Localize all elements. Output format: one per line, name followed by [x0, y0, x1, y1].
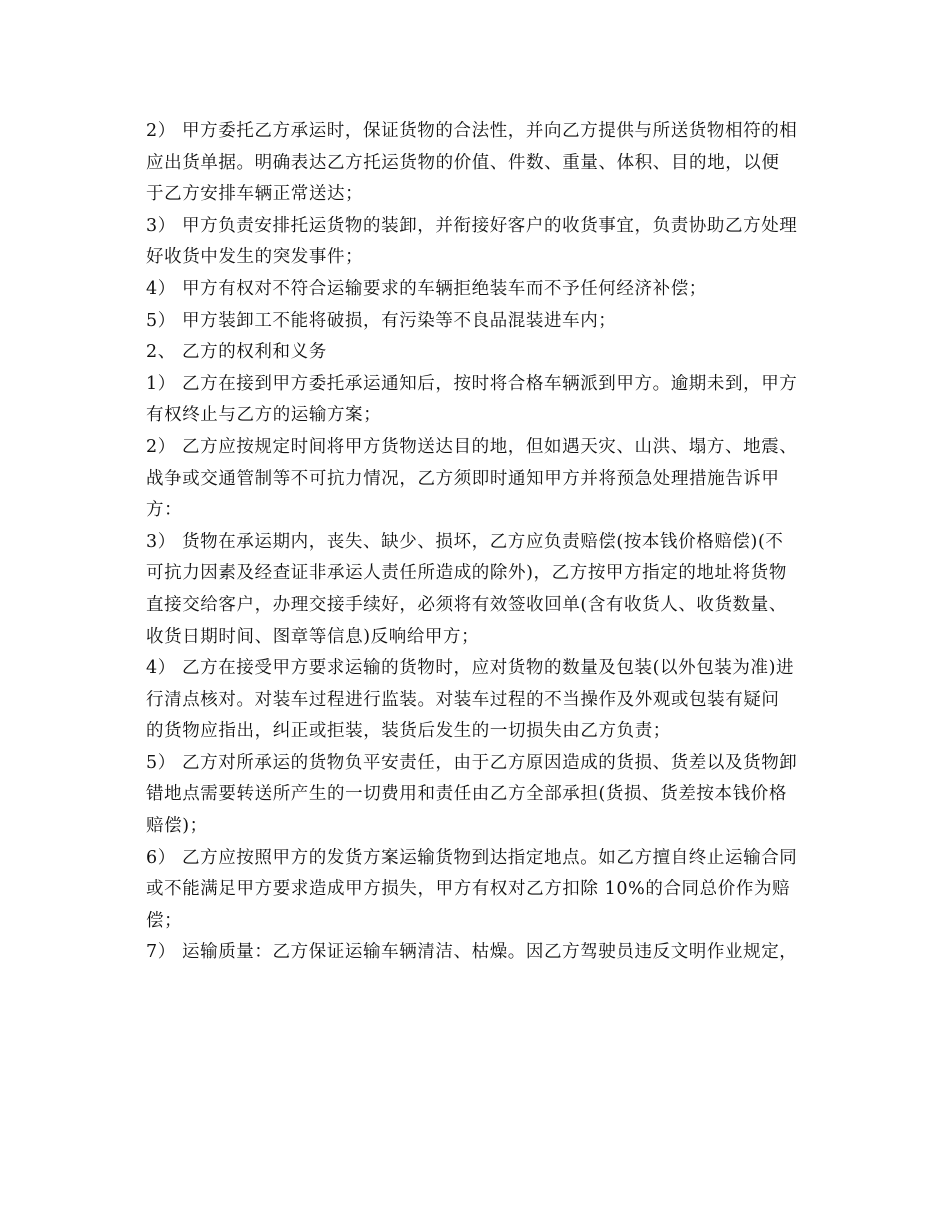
section-heading-yi-rights — [146, 337, 814, 369]
text-line: 方： — [146, 500, 183, 521]
text-line: 2） 甲方委托乙方承运时，保证货物的合法性，并向乙方提供与所送货物相符的相 — [146, 121, 798, 141]
clause-yi-3 — [146, 527, 814, 653]
text-line: 或不能满足甲方要求造成甲方损失，甲方有权对乙方扣除 10%的合同总价作为赔 — [146, 879, 791, 900]
text-line: 直接交给客户，办理交接手续好，必须将有效签收回单(含有收货人、收货数量、 — [146, 594, 787, 615]
clause-yi-4 — [146, 653, 814, 748]
text-line: 7） 运输质量：乙方保证运输车辆清洁、枯燥。因乙方驾驶员违反文明作业规定， — [146, 942, 798, 963]
section-heading: 2、 乙方的权利和义务 — [146, 342, 327, 363]
text-line: 3） 货物在承运期内，丧失、缺少、损坏，乙方应负责赔偿(按本钱价格赔偿)(不 — [146, 531, 784, 552]
text-line: 偿； — [146, 910, 183, 931]
clause-yi-6 — [146, 843, 814, 938]
text-line: 战争或交通管制等不可抗力情况，乙方须即时通知甲方并将预急处理措施告诉甲 — [146, 468, 780, 489]
text-line: 行清点核对。对装车过程进行监装。对装车过程的不当操作及外观或包装有疑问 — [146, 689, 780, 710]
clause-jia-2 — [146, 116, 814, 211]
text-line: 5） 乙方对所承运的货物负平安责任，由于乙方原因造成的货损、货差以及货物卸 — [146, 752, 798, 773]
text-line: 赔偿)； — [146, 816, 208, 837]
text-line: 收货日期时间、图章等信息)反响给甲方； — [146, 626, 480, 647]
text-line: 好收货中发生的突发事件； — [146, 247, 364, 268]
text-line: 3） 甲方负责安排托运货物的装卸，并衔接好客户的收货事宜，负责协助乙方处理 — [146, 215, 798, 236]
clause-yi-1 — [146, 369, 814, 432]
text-line: 4） 甲方有权对不符合运输要求的车辆拒绝装车而不予任何经济补偿； — [146, 278, 707, 299]
text-line: 1） 乙方在接到甲方委托承运通知后，按时将合格车辆派到甲方。逾期未到，甲方 — [146, 373, 798, 394]
text-line: 4） 乙方在接受甲方要求运输的货物时，应对货物的数量及包装(以外包装为准)进 — [146, 658, 795, 679]
text-line: 的货物应指出，纠正或拒装，装货后发生的一切损失由乙方负责； — [146, 721, 671, 742]
text-line: 错地点需要转送所产生的一切费用和责任由乙方全部承担(货损、货差按本钱价格 — [146, 784, 787, 805]
clause-jia-3 — [146, 211, 814, 274]
text-line: 应出货单据。明确表达乙方托运货物的价值、件数、重量、体积、目的地，以便 — [146, 152, 780, 173]
clause-yi-7 — [146, 937, 814, 969]
document-page — [146, 116, 814, 969]
clause-jia-4 — [146, 274, 814, 306]
text-line: 于乙方安排车辆正常送达； — [146, 184, 364, 205]
clause-yi-5 — [146, 748, 814, 843]
text-line: 2） 乙方应按规定时间将甲方货物送达目的地，但如遇天灾、山洪、塌方、地震、 — [146, 436, 798, 457]
text-line: 有权终止与乙方的运输方案； — [146, 405, 382, 426]
text-line: 6） 乙方应按照甲方的发货方案运输货物到达指定地点。如乙方擅自终止运输合同 — [146, 847, 798, 868]
text-line: 可抗力因素及经查证非承运人责任所造成的除外)，乙方按甲方指定的地址将货物 — [146, 563, 787, 584]
clause-yi-2 — [146, 432, 814, 527]
clause-jia-5 — [146, 306, 814, 338]
text-line: 5） 甲方装卸工不能将破损，有污染等不良品混装进车内； — [146, 310, 617, 331]
